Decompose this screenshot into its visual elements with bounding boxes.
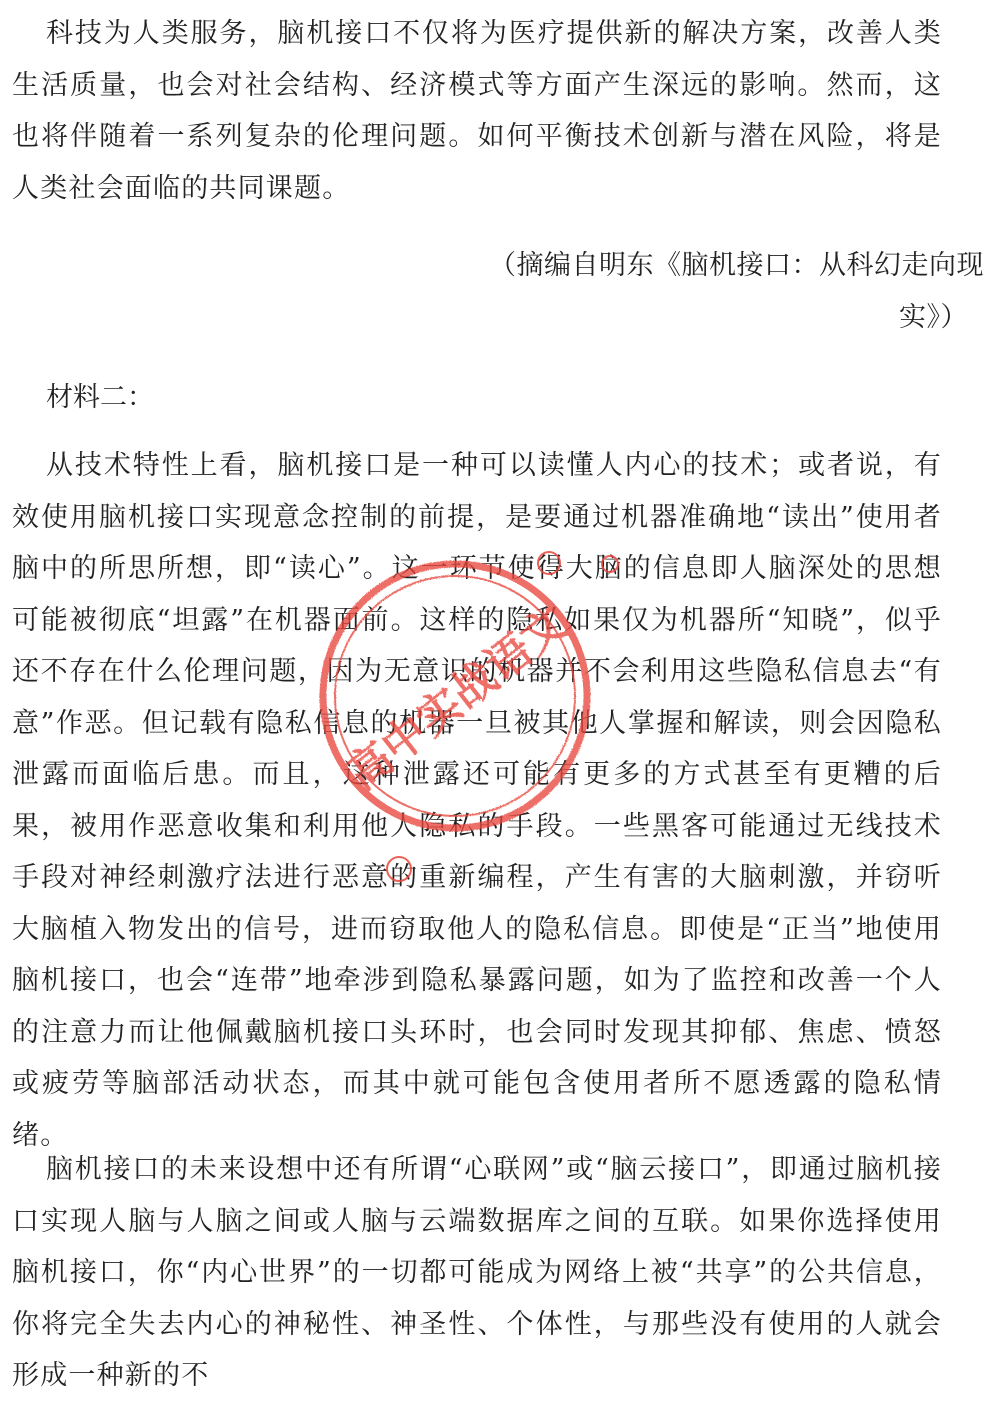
source-citation xyxy=(380,240,984,344)
paragraph-intro: 科技为人类服务，脑机接口不仅将为医疗提供新的解决方案，改善人类生活质量，也会对社会结构、经济模式等方面产生深远的影响。然而，这也将伴随着一系列复杂的伦理问题。如何平衡技术创新与潜在风险，将是人类社会面临的共同课题。 xyxy=(12,18,942,204)
section-label: 材料二： xyxy=(46,382,154,413)
paragraph-brain-cloud: 脑机接口的未来设想中还有所谓“心联网”或“脑云接口”，即通过脑机接口实现人脑与人脑之间或人脑与云端数据库之间的互联。如果你选择使用脑机接口，你“内心世界”的一切都可能成为网络上被“共享”的公共信息，你将完全失去内心的神秘性、神圣性、个体性，与那些没有使用的人就会形成一种新的不 xyxy=(12,1154,942,1391)
source-citation-line2: 实》） xyxy=(899,302,968,333)
stamp-text: 高中实战语文 xyxy=(337,597,577,801)
paragraph-material-two: 从技术特性上看，脑机接口是一种可以读懂人内心的技术；或者说，有效使用脑机接口实现意念控制的前提，是要通过机器准确地“读出”使用者脑中的所思所想，即“读心”。这一环节使得大脑的信息即人脑深处的思想可能被彻底“坦露”在机器面前。这样的隐私如果仅为机器所“知晓”，似乎还不存在什么伦理问题，因为无意识的机器并不会利用这些隐私信息去“有意”作恶。但记载有隐私信息的机器一旦被其他人掌握和解读，则会因隐私泄露而面临后患。而且，这种泄露还可能有更多的方式甚至有更糟的后果，被用作恶意收集和利用他人隐私的手段。一些黑客可能通过无线技术手段对神经刺激疗法进行恶意的重新编程，产生有害的大脑刺激，并窃听大脑植入物发出的信号，进而窃取他人的隐私信息。即使是“正当”地使用脑机接口，也会“连带”地牵涉到隐私暴露问题，如为了监控和改善一个人的注意力而让他佩戴脑机接口头环时，也会同时发现其抑郁、焦虑、愤怒或疲劳等脑部活动状态，而其中就可能包含使用者所不愿透露的隐私情绪。 xyxy=(12,450,942,1151)
source-citation-line1: （摘编自明东《脑机接口：从科幻走向现 xyxy=(489,250,984,281)
